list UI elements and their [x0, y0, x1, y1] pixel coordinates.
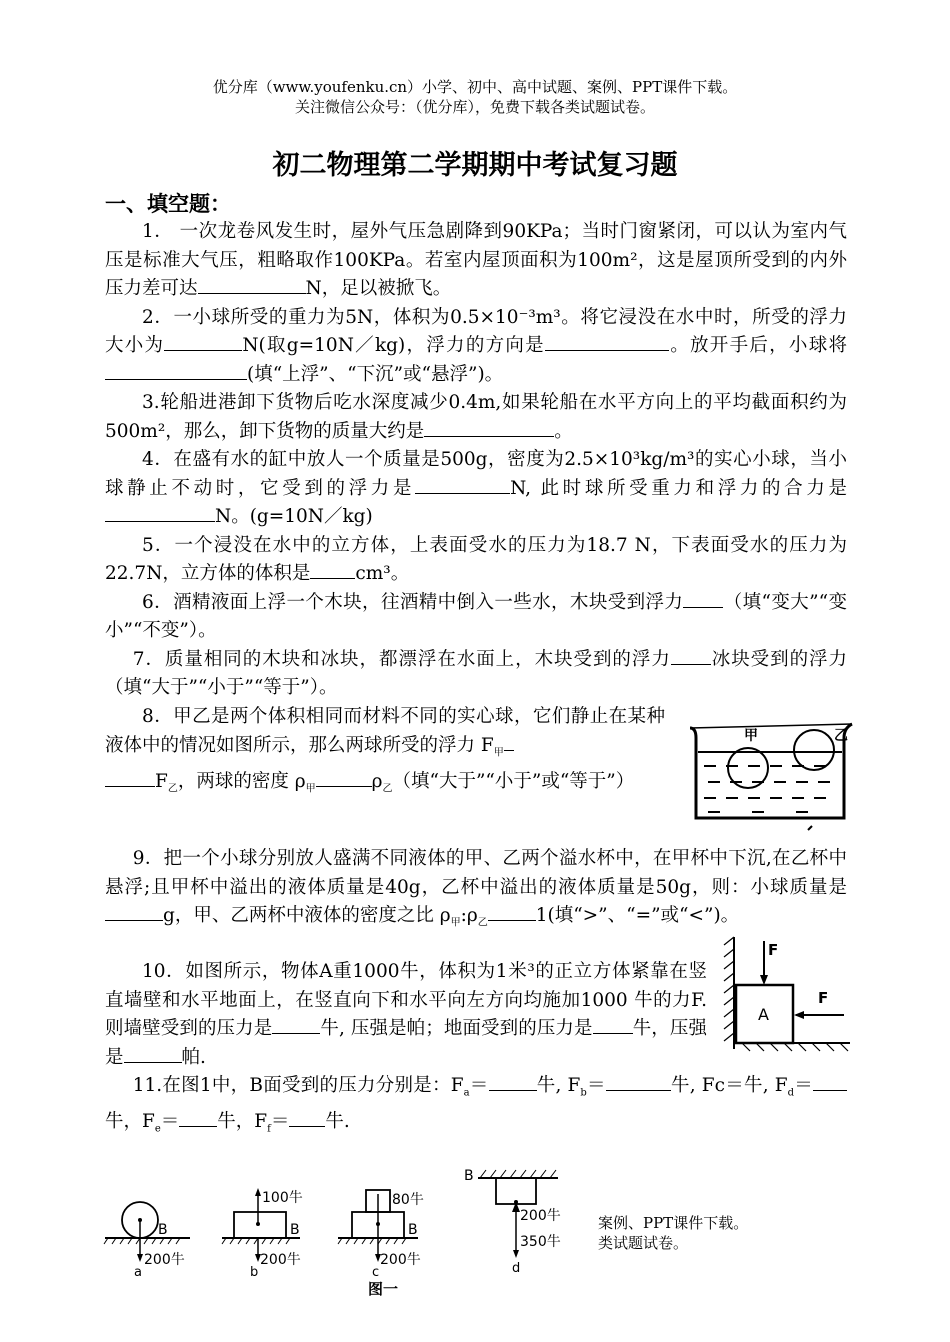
fig-c-label: c [372, 1265, 380, 1280]
header-line-1: 优分库（www.youfenku.cn）小学、初中、高中试题、案例、PPT课件下载。 [212, 78, 738, 96]
header-line-2: 关注微信公众号：（优分库），免费下载各类试题试卷。 [294, 98, 655, 116]
footer-line-1: 案例、PPT课件下载。 [598, 1214, 749, 1232]
question-2: 2．一小球所受的重力为5N，体积为0.5×10⁻³m³。将它浸没在水中时，所受的浮力大小为 N(取g=10N／kg)，浮力的方向是 。放开手后，小球将(填“上浮”、“下沉”或“悬浮”)。 [105, 306, 847, 385]
section-heading: 一、填空题： [105, 191, 231, 216]
fig-a-force: 200牛 [144, 1252, 185, 1268]
fig-c-down: 200牛 [380, 1252, 421, 1268]
fig-b-down: 200牛 [260, 1252, 301, 1268]
fig-d-label: d [512, 1261, 521, 1276]
block-a-label: A [758, 1005, 769, 1024]
question-11: 11.在图1中，B面受到的压力分别是：$F_a=$ 牛, $F_b=$ 牛, Fc＝牛, $F_d=$牛，$F_e=$ 牛，$F_f=$ 牛. [105, 1072, 847, 1144]
fig-b-b-label: B [290, 1222, 300, 1238]
footer-line-2: 类试题试卷。 [598, 1234, 689, 1252]
fig-b-up: 100牛 [262, 1190, 303, 1206]
fig-c-top: 80牛 [392, 1192, 424, 1208]
label-jia: 甲 [744, 728, 758, 744]
question-9: 9．把一个小球分别放人盛满不同液体的甲、乙两个溢水杯中，在甲杯中下沉,在乙杯中悬浮;且甲杯中溢出的液体质量是40g，乙杯中溢出的液体质量是50g，则：小球质量是g，甲、乙两杯中液体的密度之比 $\rho_甲:\rho_乙$ 1(填“>”、“=”或“<”)。 [105, 848, 847, 929]
question-7: 7．质量相同的木块和冰块，都漂浮在水面上，木块受到的浮力 冰块受到的浮力（填“大于”“小于”“等于”）。 [105, 646, 847, 703]
q8-figure [686, 710, 856, 835]
fig-d-down: 350牛 [520, 1234, 561, 1250]
fig-b-label: b [250, 1265, 259, 1280]
questions-block-1 [105, 218, 847, 703]
figure-1 [100, 1162, 600, 1298]
question-1: 1． 一次龙卷风发生时，屋外气压急剧降到90KPa；当时门窗紧闭，可以认为室内气压是标准大气压，粗略取作100KPa。若室内屋顶面积为100m²，这是屋顶所受到的内外压力差可达 N，足以被掀飞。 [105, 221, 847, 299]
question-10: 10．如图所示，物体A重1000牛，体积为1米³的正立方体紧靠在竖直墙壁和水平地面上，在竖直向下和水平向左方向均施加1000 牛的力F. 则墙壁受到的压力是 牛, 压强是帕；地面受到的压力是 牛，压强是 帕. [105, 961, 707, 1068]
question-5: 5．一个浸没在水中的立方体，上表面受水的压力为18.7 N，下表面受水的压力为22.7N，立方体的体积是 cm³。 [105, 534, 847, 584]
question-6: 6．酒精液面上浮一个木块，往酒精中倒入一些水，木块受到浮力 （填“变大”“变小”“不变”）。 [105, 589, 847, 646]
fig-c-b-label: B [408, 1222, 418, 1238]
page-title: 初二物理第二学期期中考试复习题 [272, 150, 678, 181]
force-top-label: F [768, 941, 779, 959]
ball-yi [794, 730, 834, 770]
question-4: 4．在盛有水的缸中放人一个质量是500g，密度为2.5×10³kg/m³的实心小球，当小球静止不动时，它受到的浮力是 N, 此时球所受重力和浮力的合力是N。(g=10N／kg) [105, 449, 847, 527]
fig-a-b-label: B [158, 1222, 168, 1238]
question-3: 3.轮船进港卸下货物后吃水深度减少0.4m,如果轮船在水平方向上的平均截面积约为500m²，那么，卸下货物的质量大约是 。 [105, 392, 847, 442]
question-8: 8．甲乙是两个体积相同而材料不同的实心球，它们静止在某种液体中的情况如图所示，那么两球所受的浮力 $F_甲$ $F_乙$，两球的密度 $\rho_甲$ $\rho_乙$（填“大于”“小于”或“等于”） [105, 706, 665, 795]
q10-figure [722, 935, 850, 1055]
ball-jia [728, 748, 768, 788]
force-right-label: F [818, 989, 829, 1007]
fig-d-b-label: B [464, 1168, 474, 1184]
figure-caption: 图一 [368, 1280, 399, 1298]
fig-b-block [234, 1212, 286, 1238]
label-yi: 乙 [834, 728, 848, 744]
fig-a-label: a [134, 1265, 142, 1280]
fig-d-up: 200牛 [520, 1208, 561, 1224]
